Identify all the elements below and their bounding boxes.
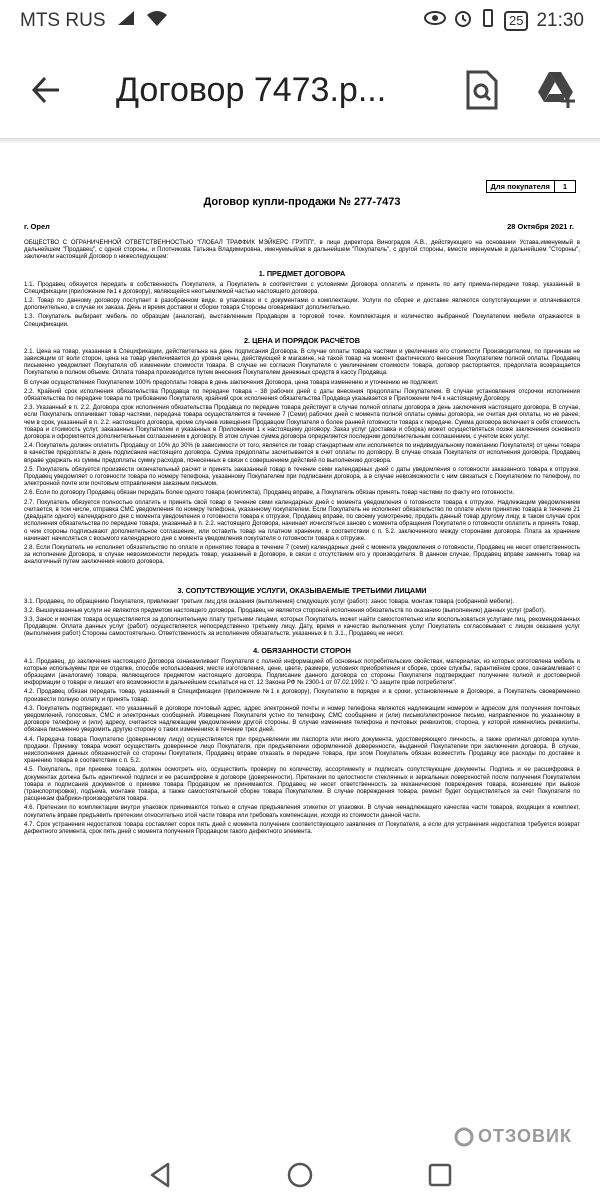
nav-home-button[interactable] bbox=[280, 1155, 320, 1195]
clause-3-2: 3.2. Вышеуказанные услуги не являются предметом настоящего договора. Продавец не является стороной исполнения обязательств по оказанию (выполнению) данных услуг (работ). bbox=[24, 606, 546, 614]
eye-icon bbox=[424, 10, 446, 32]
contract-date: 28 Октября 2021 г. bbox=[507, 222, 574, 231]
navigation-bar bbox=[0, 1150, 600, 1200]
document-page bbox=[24, 178, 580, 1116]
app-bar bbox=[0, 42, 600, 138]
clause-1-3: 1.3. Покупатель выбирает мебель по образцам (аналогам), выставленным Продавцом в торговой точке. Комплектация и количество выбранной Покупателем мебели отражаются в Спецификации. bbox=[24, 313, 580, 328]
clause-4-6: 4.6. Претензии по комплектации внутри упаковок принимаются только в случае предъявления этикетки от упаковки. В случае ненадлежащего качества части товаров, входящих в комплект, покупатель вправе предъявить претензии относительно этой части товара или требовать компенсации, исходя из стоимости данной части. bbox=[24, 804, 580, 819]
drive-add-icon bbox=[536, 70, 580, 110]
arrow-left-icon bbox=[31, 76, 61, 104]
signal-icon bbox=[116, 9, 136, 33]
clause-2-7: 2.7. Покупатель обязуется полностью оплатить и принять свой товар в течение семи календарных дней с момента уведомления о готовности товара к отгрузке. Надлежащим уведомлением считается, в том числе, отправка СМС уведомления по номеру телефона, указанному покупателем. Если Покупатель не исполняет обязательство по оплате и/или принятию товара в течение 21 (двадцати одного) календарного дня с момента уведомления о готовности товара к отгрузке, Продавец вправе, по своему усмотрению, продать данный товар другому лицу, в таком случае срок исполнения обязательства по передаче товара, указанный в п. 2.2. настоящего Договора, начинает исчисляться заново с момента обращения Покупателя о готовности оплатить и принять товар, о чем стороны подписывают дополнительное соглашение, или оставить товар на платном хранении, в соответствии с п. 5.2. заключенного между сторонами договора. Плата за хранение начинает начисляться с восьмого календарного дня с момента уведомления покупателя о готовности товара к отгрузке. bbox=[24, 498, 580, 542]
contract-intro: ОБЩЕСТВО С ОГРАНИЧЕННОЙ ОТВЕТСТВЕННОСТЬЮ "ГЛОБАЛ ТРАФФИК МЭЙКЕРС ГРУПП", в лице директора Виноградов А.В., действующего на основании Устава,именуемый в дальнейшем "Продавец", с одной стороны, и Плотникова Татьяна Владимировна, именуемый/ая в дальнейшем "Покупатель", с другой стороны, вместе именуемые в дальнейшем "Стороны", заключили настоящий Договор о нижеследующем: bbox=[24, 239, 580, 261]
otzovik-watermark bbox=[454, 1126, 572, 1147]
document-search-icon bbox=[465, 70, 499, 110]
buyer-copy-label: Для покупателя bbox=[490, 182, 550, 191]
add-to-drive-button[interactable] bbox=[534, 66, 582, 114]
section-1-heading: 1. ПРЕДМЕТ ДОГОВОРА bbox=[258, 268, 346, 278]
clock: 21:30 bbox=[536, 10, 584, 31]
city-date-row bbox=[24, 222, 580, 231]
clause-1-1: 1.1. Продавец обязуется передать в собственность Покупателя, а Покупатель в соответствии с условиями Договора оплатить и принять по акту приема-передачи товар, указанный в Спецификации (приложение №1 к договору), являющейся неотъемлемой частью настоящего договора. bbox=[24, 280, 580, 295]
back-button[interactable] bbox=[18, 62, 74, 118]
clause-3-1: 3.1. Продавец, по обращению Покупателя, привлекает третьих лиц для оказания (выполнения) следующих услуг (работ): занос товара, монтаж товара (собранной мебели). bbox=[24, 597, 515, 605]
buyer-copy-box bbox=[486, 180, 576, 193]
section-3-heading: 3. СОПУТСТВУЮЩИЕ УСЛУГИ, ОКАЗЫВАЕМЫЕ ТРЕТЬИМИ ЛИЦАМИ bbox=[177, 585, 427, 595]
contract-title: Договор купли-продажи № 277-7473 bbox=[203, 196, 401, 208]
clause-2-5: 2.5. Покупатель обязуется произвести окончательный расчет и принять заказанный товар в течение семи календарных дней с даты уведомления о готовности заказанного товара к отгрузке. Продавец уведомляет о готовности товара по номеру телефона, указанному Покупателем при подписании договора, а в случае невозможности с ним связаться с Покупателем по телефону, по электронной почте или почтовым отправлением заказным письмом. bbox=[24, 465, 580, 488]
battery-level: 25 bbox=[504, 11, 528, 31]
circle-home-icon bbox=[287, 1162, 313, 1188]
clause-4-4: 4.4. Передача товара Покупателю (доверенному лицу) осуществляется при предъявлении им паспорта или иного документа, удостоверяющего личность, а также оригинал договора купли-продажи. Приемку товара может осуществить доверенное лицо Покупателя, при предъявлении оформленной доверенности, выданной Покупателем при заключении договора. В случае, неисполнения данных обязанностей со стороны Покупателя, Продавец вправе отказать в передаче товара, при этом Покупатель обязан возместить Продавцу все расходы по доставке и хранению товара в соответствии с п. 5.2. bbox=[24, 735, 580, 765]
otzovik-logo-icon bbox=[454, 1127, 474, 1147]
buyer-copy-number: 1 bbox=[554, 181, 575, 192]
clause-2-1-note: В случае осуществления Покупателем 100% предоплаты товара в день заключения Договора, цена товара изменению и уточнению не подлежит. bbox=[24, 378, 439, 386]
clause-2-1: 2.1. Цена на товар, указанная в Спецификации, действительна на день подписания Договора. В случае оплаты товара частями и увеличения его стоимости Производителем, по причинам не зависящим от воли сторон, цена на товар увеличивается до уровня цены, действующей в магазине, на такой товар на момент фактического внесения Покупателем полной оплаты. Продавец письменно уведомляет Покупателя об изменении стоимости товара. В случае не согласия Покупателя с увеличением стоимости товара, договор расторгается, предоплата возвращается Покупателю в полном объеме. Оплата товара производится путем внесения Покупателем денежных средств в кассу Продавца. bbox=[24, 347, 580, 377]
clause-2-8: 2.8. Если Покупатель не исполняет обязательство по оплате и принятию товара в течение 7 (семи) календарных дней с момента уведомления о готовности, Продавец не несет ответственность за исполнение Договора, в случае невозможности передать товар, указанный в Договоре, в связи с отсутствием его у производителя. В данном случае, Продавец вправе заменить товар на аналогичный путем заключения нового договора. bbox=[24, 543, 580, 566]
section-4-heading: 4. ОБЯЗАННОСТИ СТОРОН bbox=[253, 645, 351, 655]
clause-3-3: 3.3. Занос и монтаж товара осуществляется за дополнительную плату третьими лицами, которых Покупатель может найти самостоятельно или воспользоваться услугами лиц, рекомендованных Продавцом. Оплата данных услуг (работ) осуществляется непосредственно третьему лицу. Дату, время и качество выполнения услуг Покупатель согласовывает с лицом оказания услуг (выполнения работ) Стороны самостоятельно. Ответственность за исполнение обязательств, указанных в п. 3.1., Продавец не несет. bbox=[24, 615, 580, 638]
contract-city: г. Орел bbox=[24, 222, 50, 231]
clause-4-5: 4.5. Покупатель, при приемке товара, должен осмотреть его, осуществить проверку по количеству, ассортименту и подписать сопутствующие документы. Подпись и ее расшифровка в документах должна быть идентичной подписи и ее расшифровке в договоре (доверенности). Претензии по целостности стеклянных и зеркальных поверхностей после получения Покупателем товара и подписания документов о приемке товара Продавцом не принимаются. Продавец не несет ответственность за механические повреждения товара, возникшие при вывозе (транспортировке), подъема, монтаже товара, а также самостоятельной сборке товара Покупателем. В случае повреждения товара, ремонт будет осуществляться за счет Покупателя по расценкам фабрики-производителя товара. bbox=[24, 766, 580, 803]
triangle-back-icon bbox=[149, 1162, 171, 1188]
search-in-document-button[interactable] bbox=[458, 66, 506, 114]
vibrate-icon bbox=[480, 9, 496, 33]
app-bar-shadow bbox=[0, 138, 600, 144]
clause-2-4: 2.4. Покупатель должен оплатить Продавцу от 10% до 30% (в зависимости от того, является ли товар стандартным или исполняется по индивидуальному пожеланию Покупателя) от цены товара в качестве предоплаты в день подписания настоящего договора. Сумма предоплаты засчитывается в счет оплаты по договору. В случае отказа Покупателя от исполнения договора, Продавец вправе удержать из суммы предоплаты сумму расходов, понесенных в связи с совершением действий по выполнению договора. bbox=[24, 442, 580, 464]
square-recents-icon bbox=[428, 1163, 452, 1187]
clause-4-2: 4.2. Продавец обязан передать товар, указанный в Спецификации (приложение №1 к договору), Покупателю в порядке и в сроки, установленные в Договоре, а Покупатель своевременно произвести полную оплату и принять товар. bbox=[24, 688, 580, 703]
clause-2-3: 2.3. Указанный в п. 2.2. Договора срок исполнения обязательства Продавца по передаче товара действует в случае полной оплаты договора в день заключения настоящего договора. В случае, если Покупатель оплачивает товар частями, передача товара осуществляется в течение 7 (Семи) рабочих дней с момента полной оплаты суммы договора, не считая дня оплаты, но не ранее, чем в срок, указанный в п. 2.2. настоящего договора, кроме случаев извещения Продавцом Покупателя о более ранней готовности товара к передаче. Сумма договора включает в себя стоимость товара и стоимость услуг, заказанных Покупателем и указанных в Приложении 1 к настоящему договору. Заказ услуг (доставка и сборка) может осуществляться позже заключения основного договора и оформляется дополнительным соглашением к договору. В этом случае сумма договора определяется последним дополнительным соглашением, с учетом всех услуг. bbox=[24, 404, 580, 441]
status-bar bbox=[0, 0, 600, 42]
clause-4-7: 4.7. Срок устранения недостатков товара составляет сорок пять дней с момента получения соответствующего заявления от Покупателя, а если для устранения недостатков требуется возврат дефектного элемента, срок пять дней с момента получения Продавцом такого дефектного элемента. bbox=[24, 820, 580, 835]
carrier-label: MTS RUS bbox=[20, 10, 106, 31]
clause-4-3: 4.3. Покупатель подтверждает, что указанный в договоре почтовый адрес, адрес электронной почты и номер телефона являются надлежащим номером и адресом для получения почтовых уведомлений, голосовых, СМС и электронных сообщений. Извещение Покупателя устно по телефону, СМС сообщение и (или) письмо/электронное письмо, направленное по указанному в договоре телефону и (или) адресу, считается надлежащим уведомлением другой стороны. В случае изменения телефона и почтовых реквизитов, сторона, у которой изменились реквизиты, обязана письменно уведомить другую сторону о таких изменениях в течение трех дней. bbox=[24, 704, 580, 734]
clause-1-2: 1.2. Товар по данному договору поступает в разобранном виде, в упаковках и с документами о комплектации. Услуги по сборке и доставке являются сопутствующими и оплачиваются дополнительно, в случае их заказа. День и время доставки и сборки товара Стороны оговаривают дополнительно. bbox=[24, 297, 580, 312]
wifi-icon bbox=[146, 9, 168, 33]
clause-4-1: 4.1. Продавец, до заключения настоящего Договора ознакамливает Покупателя с полной информацией об основных потребительских свойствах, материалах, из которых изготовлена мебель и которые используемы при ее отделке, способе использования, месте изготовления, цене, цвете, размере, условиях приобретения и сборке, сроке службы, гарантийном сроке, ознакамливает с образцами (аналогами) товара, являющегося предметом настоящего договора. Подписание данного договора со стороны Покупателя подтверждает получение полной и достоверной информации о товаре и лишает его возможности в дальнейшем ссылаться на ст. 12 Закона РФ № 2300-1 от 07.02.1992 г. "О защите прав потребителя". bbox=[24, 657, 580, 687]
document-title: Договор 7473.p... bbox=[116, 70, 386, 109]
alarm-icon bbox=[454, 9, 472, 33]
spacer bbox=[24, 566, 580, 578]
clause-2-2: 2.2. Крайний срок исполнения обязательства Продавца по передаче товара - 38 рабочих дней с даты внесения предоплаты Покупателем. В случае установления отсрочки исполнения обязательства по передаче товара по требованию Покупателя, крайний срок исполнения обязательства Продавца указывается в Приложении №4 к настоящему Договору. bbox=[24, 387, 580, 403]
clause-2-6: 2.6. Если по договору Продавец обязан передать более одного товара (комплекта), Продавец вправе, а Покупатель обязан принять товар частями по факту его готовности. bbox=[24, 489, 515, 497]
nav-recents-button[interactable] bbox=[420, 1155, 460, 1195]
section-2-heading: 2. ЦЕНА И ПОРЯДОК РАСЧЁТОВ bbox=[244, 335, 360, 345]
watermark-text: ОТЗОВИК bbox=[478, 1126, 572, 1146]
nav-back-button[interactable] bbox=[140, 1155, 180, 1195]
